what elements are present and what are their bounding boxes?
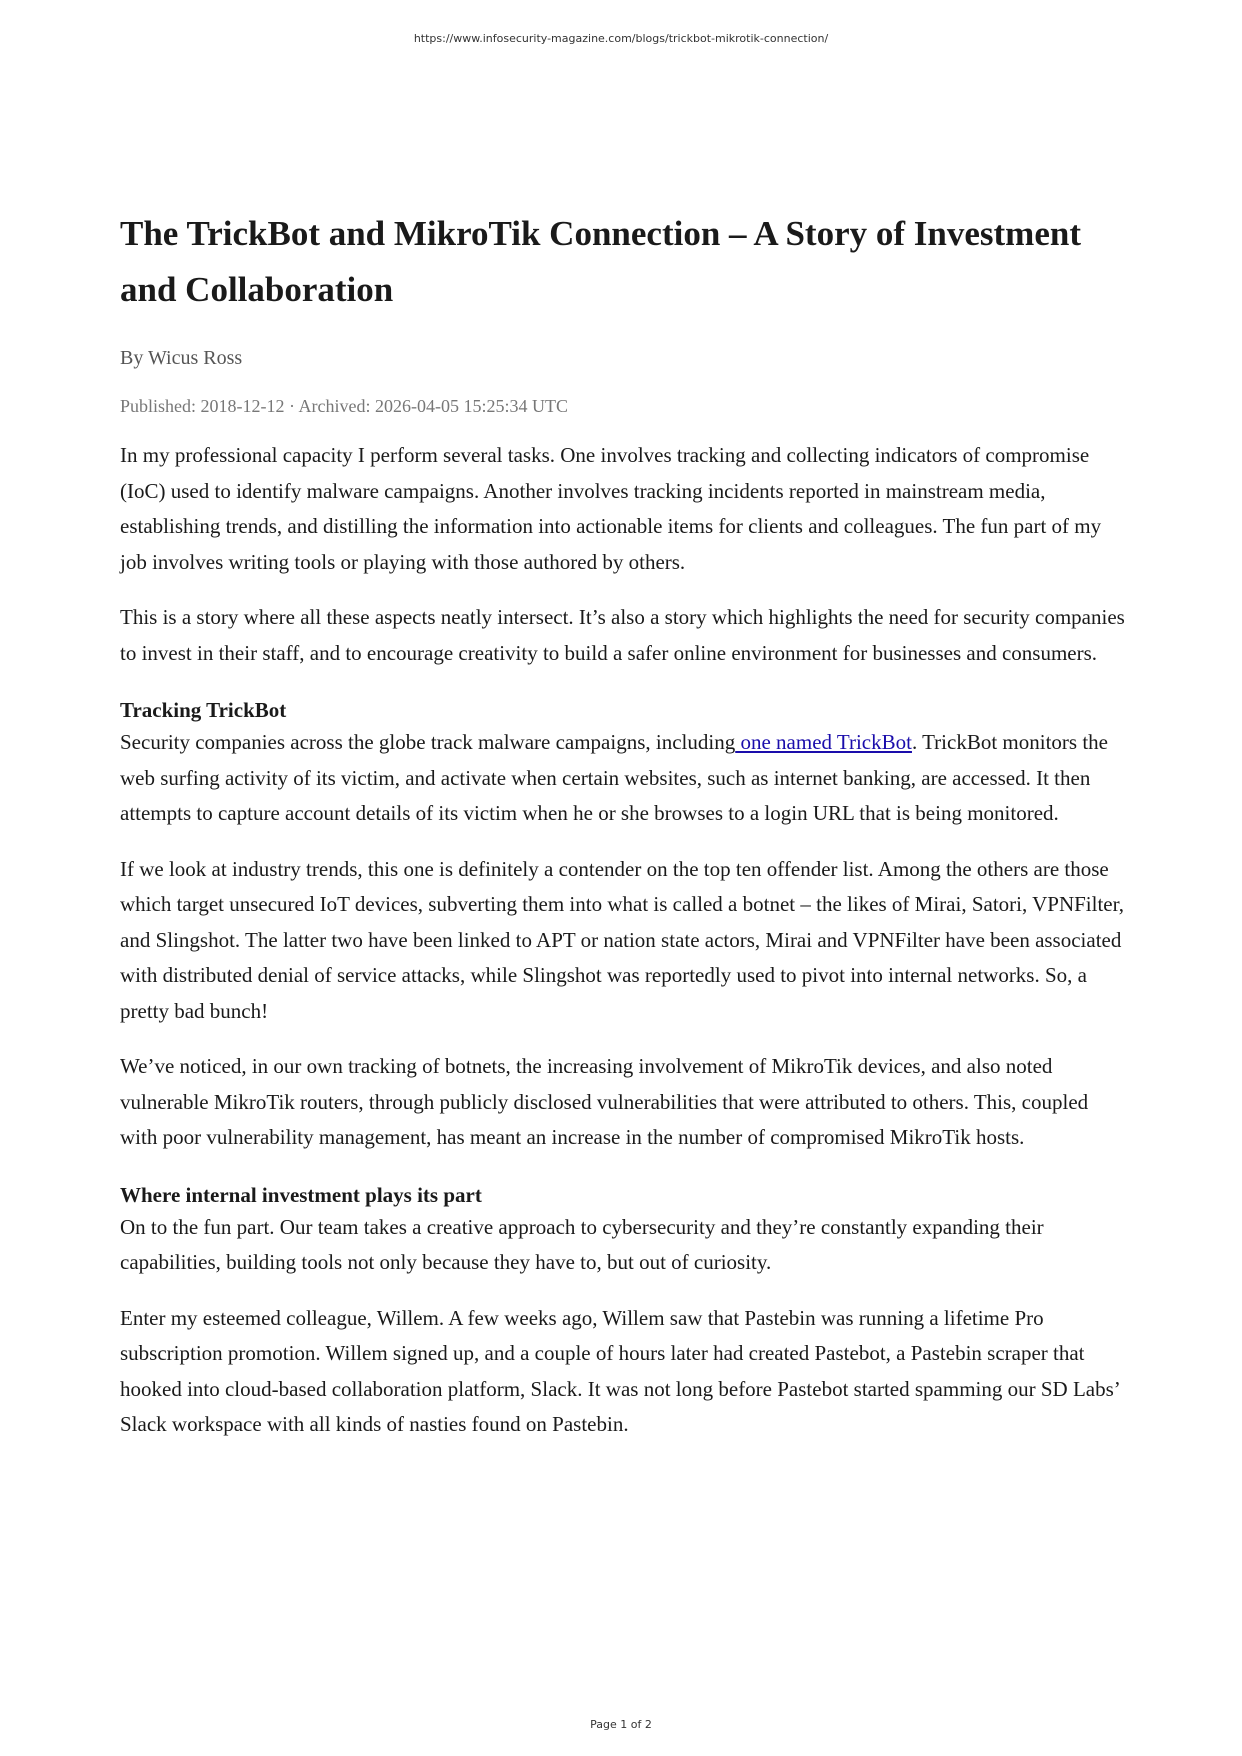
paragraph-7: Enter my esteemed colleague, Willem. A few weeks ago, Willem saw that Pastebin was running a lifetime Pro subscription promotion. Willem signed up, and a couple of hours later had created Pastebot, a Pastebin scraper that hooked into cloud-based collaboration platform, Slack. It was not long before Pastebot started spamming our SD Labs’ Slack workspace with all kinds of nasties found on Pastebin.	[120, 1305, 1120, 1436]
page-url-header: https://www.infosecurity-magazine.com/blogs/trickbot-mikrotik-connection/	[413, 32, 829, 45]
paragraph-3	[120, 725, 1130, 832]
article	[120, 206, 1130, 1443]
paragraph-5: We’ve noticed, in our own tracking of botnets, the increasing involvement of MikroTik devices, and also noted vulnerable MikroTik routers, through publicly disclosed vulnerabilities that were attributed to others. This, coupled with poor vulnerability management, has meant an increase in the number of compromised MikroTik hosts.	[120, 1054, 1089, 1149]
paragraph-4: If we look at industry trends, this one is definitely a contender on the top ten offender list. Among the others are those which target unsecured IoT devices, subverting them into what is called a botnet – the likes of Mirai, Satori, VPNFilter, and Slingshot. The latter two have been linked to APT or nation state actors, Mirai and VPNFilter have been associated with distributed denial of service attacks, while Slingshot was reportedly used to pivot into internal networks. So, a pretty bad bunch!	[120, 856, 1125, 1023]
section-heading-tracking-trickbot: Tracking TrickBot	[120, 698, 287, 722]
article-title: The TrickBot and MikroTik Connection – A Story of Investment and Collaboration	[120, 214, 1081, 309]
paragraph-6: On to the fun part. Our team takes a creative approach to cybersecurity and they’re constantly expanding their capabilities, building tools not only because they have to, but out of curiosity.	[120, 1214, 1044, 1274]
paragraph-3-text-before: Security companies across the globe track malware campaigns, including	[120, 730, 736, 754]
article-meta: Published: 2018-12-12 · Archived: 2026-04-05 15:25:34 UTC	[120, 396, 568, 416]
paragraph-3-text-after: . TrickBot monitors the web surfing activity of its victim, and activate when certain websites, such as internet banking, are accessed. It then attempts to capture account details of its victim when he or she browses to a login URL that is being monitored.	[120, 730, 1108, 825]
article-byline: By Wicus Ross	[120, 347, 243, 369]
paragraph-1: In my professional capacity I perform several tasks. One involves tracking and collecting indicators of compromise (IoC) used to identify malware campaigns. Another involves tracking incidents reported in mainstream media, establishing trends, and distilling the information into actionable items for clients and colleagues. The fun part of my job involves writing tools or playing with those authored by others.	[120, 443, 1102, 574]
page-number: Page 1 of 2	[590, 1718, 652, 1731]
paragraph-2: This is a story where all these aspects neatly intersect. It’s also a story which highlights the need for security companies to invest in their staff, and to encourage creativity to build a safer online environment for businesses and consumers.	[120, 605, 1125, 665]
trickbot-link[interactable]: one named TrickBot	[735, 730, 912, 754]
section-heading-internal-investment: Where internal investment plays its part	[120, 1182, 482, 1207]
